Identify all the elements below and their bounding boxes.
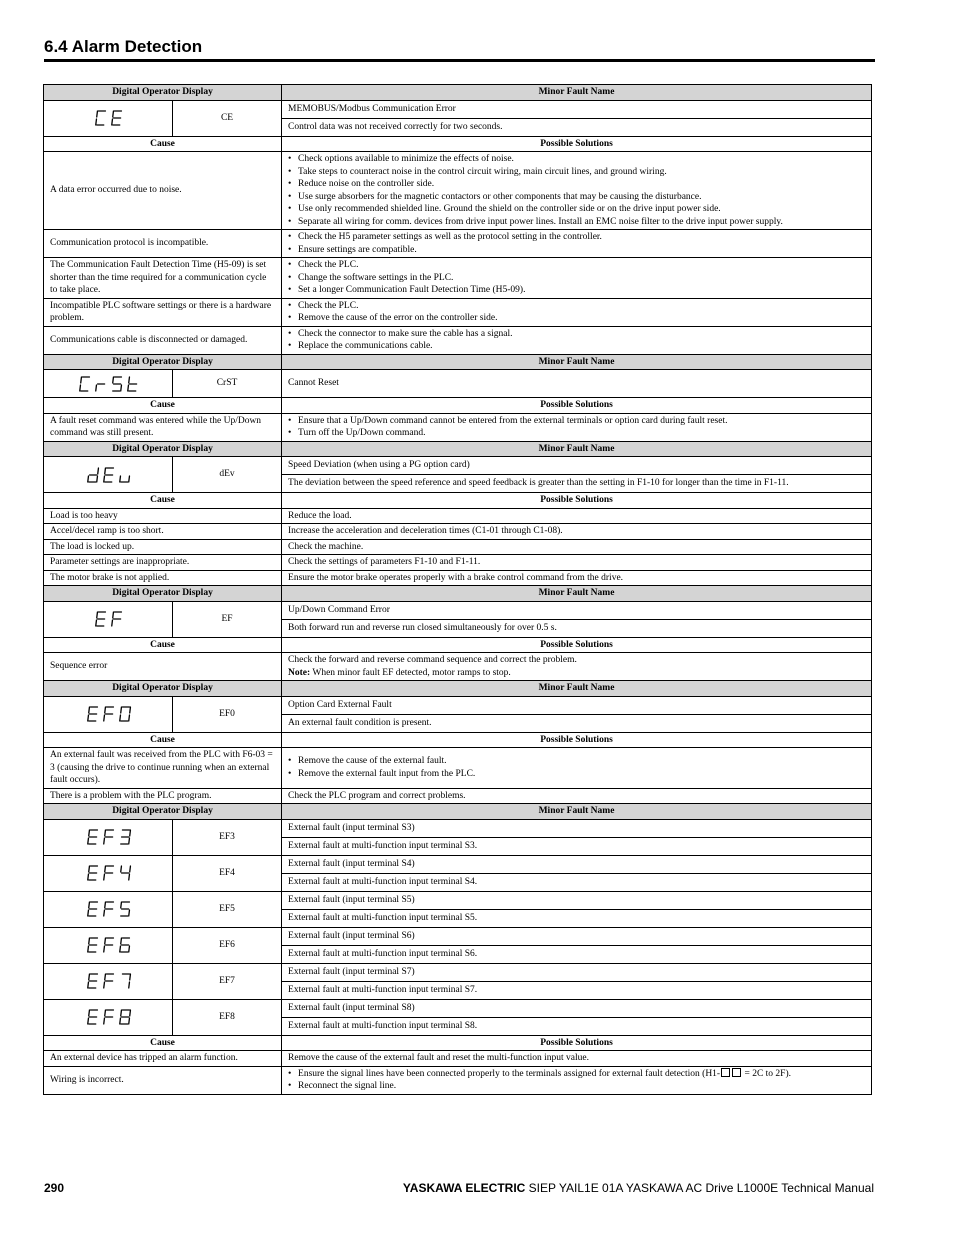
display-header: Digital Operator Display (44, 85, 282, 101)
fault-description: External fault at multi-function input terminal S5. (282, 909, 872, 927)
solutions-header: Possible Solutions (282, 398, 872, 414)
segment-stroke (89, 902, 90, 908)
segment-stroke (88, 715, 89, 721)
solution-item: • Change the software settings in the PLC. (288, 272, 865, 285)
display-header: Digital Operator Display (44, 586, 282, 602)
segment-stroke (105, 830, 106, 836)
solutions-list (288, 231, 865, 256)
seg-ef7 (53, 971, 163, 991)
segment-stroke (81, 377, 82, 383)
footer-doc (403, 1181, 874, 1195)
segment-stroke (104, 838, 105, 844)
solution-cell: Ensure the motor brake operates properly with a brake control command from the drive. (282, 570, 872, 586)
segment-stroke (98, 468, 99, 474)
segment-stroke (129, 874, 130, 880)
solutions-cell (282, 413, 872, 441)
segment-stroke (88, 982, 89, 988)
segment-stroke (129, 982, 130, 988)
cause-cell: Communication protocol is incompatible. (44, 230, 282, 258)
fault-description: External fault at multi-function input terminal S3. (282, 837, 872, 855)
segment-stroke (96, 119, 97, 125)
cause-header: Cause (44, 493, 282, 509)
solution-cell: Check the settings of parameters F1-10 and F1-11. (282, 555, 872, 571)
fault-name-header: Minor Fault Name (282, 354, 872, 370)
fault-code: EF4 (173, 855, 282, 891)
fault-code: EF0 (173, 696, 282, 732)
solution-item: • Remove the external fault input from the PLC. (288, 768, 865, 781)
seg-ef3 (53, 827, 163, 847)
section-title: 6.4 Alarm Detection (44, 37, 203, 56)
fault-code: dEv (173, 457, 282, 493)
fault-code: CrST (173, 370, 282, 398)
seg-ef5 (53, 899, 163, 919)
solution-cell: Check the PLC program and correct problems. (282, 788, 872, 804)
segment-stroke (88, 946, 89, 952)
fault-name: MEMOBUS/Modbus Communication Error (282, 100, 872, 118)
segment-stroke (129, 1018, 130, 1024)
solutions-cell (282, 152, 872, 230)
fault-name: External fault (input terminal S7) (282, 963, 872, 981)
display-header: Digital Operator Display (44, 354, 282, 370)
segment-display (44, 855, 173, 891)
solution-item: • Check the connector to make sure the cable has a signal. (288, 328, 865, 341)
segment-stroke (113, 377, 114, 383)
seg-ce (53, 108, 163, 128)
segment-stroke (120, 476, 121, 482)
segment-stroke (130, 830, 131, 836)
segment-stroke (88, 838, 89, 844)
fault-name: Cannot Reset (282, 370, 872, 398)
segment-stroke (104, 910, 105, 916)
solutions-cell (282, 326, 872, 354)
fault-name: External fault (input terminal S4) (282, 855, 872, 873)
solutions-list (288, 1068, 865, 1093)
solutions-header: Possible Solutions (282, 136, 872, 152)
solution-text: Check the forward and reverse command sequence and correct the problem. (288, 655, 577, 665)
segment-stroke (88, 1018, 89, 1024)
segment-stroke (89, 1010, 90, 1016)
segment-stroke (88, 476, 89, 482)
segment-stroke (121, 938, 122, 944)
fault-name: External fault (input terminal S8) (282, 999, 872, 1017)
solution-cell: Remove the cause of the external fault and reset the multi-function input value. (282, 1051, 872, 1067)
solution-item: • Use surge absorbers for the magnetic contactors or other components that may be causing the disturbance. (288, 191, 865, 204)
seg-dev (53, 465, 163, 485)
segment-stroke (105, 1010, 106, 1016)
cause-cell: Sequence error (44, 653, 282, 681)
solution-item: • Check options available to minimize the effects of noise. (288, 153, 865, 166)
segment-stroke (104, 874, 105, 880)
solution-item: • Remove the cause of the external fault. (288, 755, 865, 768)
fault-description: The deviation between the speed reference and speed feedback is greater than the setting in F1-10 for longer than the time in F1-11. (282, 475, 872, 493)
solution-item: • Remove the cause of the error on the controller side. (288, 312, 865, 325)
fault-name-header: Minor Fault Name (282, 586, 872, 602)
segment-stroke (105, 707, 106, 713)
solution-item: • Turn off the Up/Down command. (288, 427, 865, 440)
segment-stroke (112, 119, 113, 125)
cause-cell: A fault reset command was entered while the Up/Down command was still present. (44, 413, 282, 441)
note-text: When minor fault EF detected, motor ramps to stop. (310, 667, 511, 678)
segment-stroke (113, 111, 114, 117)
segment-stroke (104, 1018, 105, 1024)
segment-stroke (96, 620, 97, 626)
segment-stroke (89, 830, 90, 836)
segment-display (44, 891, 173, 927)
segment-stroke (104, 476, 105, 482)
solution-item: • Separate all wiring for comm. devices from drive input power lines. Install an EMC noise filter to the drive input power supply. (288, 216, 865, 229)
cause-cell: There is a problem with the PLC program. (44, 788, 282, 804)
fault-name: External fault (input terminal S5) (282, 891, 872, 909)
segment-stroke (120, 1018, 121, 1024)
segment-stroke (105, 938, 106, 944)
cause-cell: Incompatible PLC software settings or there is a hardware problem. (44, 298, 282, 326)
segment-stroke (105, 468, 106, 474)
segment-stroke (104, 715, 105, 721)
segment-display (44, 601, 173, 637)
segment-stroke (129, 910, 130, 916)
fault-description: External fault at multi-function input terminal S8. (282, 1017, 872, 1035)
fault-code: EF6 (173, 927, 282, 963)
solutions-list (288, 755, 865, 780)
alarm-table (43, 84, 872, 1095)
segment-stroke (113, 612, 114, 618)
segment-stroke (80, 385, 81, 391)
solutions-list (288, 300, 865, 325)
cause-cell: Parameter settings are inappropriate. (44, 555, 282, 571)
fault-name: External fault (input terminal S3) (282, 819, 872, 837)
segment-display (44, 963, 173, 999)
cause-cell: An external device has tripped an alarm function. (44, 1051, 282, 1067)
fault-description: External fault at multi-function input terminal S6. (282, 945, 872, 963)
segment-stroke (96, 385, 97, 391)
display-header: Digital Operator Display (44, 804, 282, 820)
segment-stroke (121, 385, 122, 391)
segment-display (44, 370, 173, 398)
solutions-list (288, 415, 865, 440)
fault-name: Speed Deviation (when using a PG option card) (282, 457, 872, 475)
fault-name: Up/Down Command Error (282, 601, 872, 619)
display-header: Digital Operator Display (44, 441, 282, 457)
solutions-header: Possible Solutions (282, 1035, 872, 1051)
solutions-list (288, 259, 865, 297)
cause-header: Cause (44, 1035, 282, 1051)
segment-stroke (121, 902, 122, 908)
segment-stroke (97, 476, 98, 482)
segment-stroke (89, 866, 90, 872)
fault-code: EF (173, 601, 282, 637)
segment-stroke (130, 1010, 131, 1016)
solution-item: • Set a longer Communication Fault Detection Time (H5-09). (288, 284, 865, 297)
solutions-cell (282, 230, 872, 258)
cause-cell: Communications cable is disconnected or damaged. (44, 326, 282, 354)
solutions-header: Possible Solutions (282, 493, 872, 509)
footer-doc-title: SIEP YAIL1E 01A YASKAWA AC Drive L1000E Technical Manual (525, 1181, 874, 1195)
segment-stroke (130, 974, 131, 980)
fault-code: EF7 (173, 963, 282, 999)
cause-cell: The Communication Fault Detection Time (H5-09) is set shorter than the time required for a communication cycle to take place. (44, 258, 282, 299)
note (288, 667, 865, 680)
fault-description: Control data was not received correctly for two seconds. (282, 118, 872, 136)
solutions-cell (282, 298, 872, 326)
seg-ef0 (53, 704, 163, 724)
segment-stroke (129, 377, 130, 383)
solution-item: • Check the PLC. (288, 259, 865, 272)
fault-name-header: Minor Fault Name (282, 804, 872, 820)
segment-stroke (97, 612, 98, 618)
cause-cell: An external fault was received from the PLC with F6-03 = 3 (causing the drive to continue running when an external fault occurs). (44, 748, 282, 789)
segment-stroke (129, 715, 130, 721)
fault-description: External fault at multi-function input terminal S7. (282, 981, 872, 999)
segment-stroke (104, 982, 105, 988)
segment-stroke (104, 946, 105, 952)
segment-stroke (129, 476, 130, 482)
fault-name-header: Minor Fault Name (282, 85, 872, 101)
segment-stroke (112, 620, 113, 626)
seg-ef6 (53, 935, 163, 955)
fault-description: Both forward run and reverse run closed simultaneously for over 0.5 s. (282, 619, 872, 637)
solution-item: • Use only recommended shielded line. Ground the shield on the controller side or on the drive input power side. (288, 203, 865, 216)
solutions-header: Possible Solutions (282, 637, 872, 653)
page-number: 290 (44, 1181, 65, 1195)
segment-stroke (130, 866, 131, 872)
cause-cell: Accel/decel ramp is too short. (44, 524, 282, 540)
solutions-list (288, 153, 865, 228)
segment-display (44, 100, 173, 136)
seg-ef4 (53, 863, 163, 883)
cause-cell: A data error occurred due to noise. (44, 152, 282, 230)
fault-code: EF8 (173, 999, 282, 1035)
solution-cell (282, 653, 872, 681)
solution-item: • Reconnect the signal line. (288, 1080, 865, 1093)
segment-stroke (129, 838, 130, 844)
cause-header: Cause (44, 398, 282, 414)
cause-header: Cause (44, 732, 282, 748)
segment-display (44, 696, 173, 732)
solution-item (288, 1068, 865, 1081)
segment-display (44, 819, 173, 855)
segment-stroke (105, 866, 106, 872)
fault-name-header: Minor Fault Name (282, 441, 872, 457)
segment-stroke (89, 974, 90, 980)
segment-stroke (105, 902, 106, 908)
cause-cell: Load is too heavy (44, 508, 282, 524)
solution-cell: Increase the acceleration and deceleration times (C1-01 through C1-08). (282, 524, 872, 540)
segment-stroke (89, 938, 90, 944)
segment-display (44, 999, 173, 1035)
segment-stroke (130, 707, 131, 713)
solution-item: • Check the PLC. (288, 300, 865, 313)
solutions-header: Possible Solutions (282, 732, 872, 748)
segment-stroke (89, 707, 90, 713)
solution-cell: Reduce the load. (282, 508, 872, 524)
segment-stroke (120, 715, 121, 721)
cause-header: Cause (44, 637, 282, 653)
segment-stroke (105, 974, 106, 980)
segment-stroke (120, 946, 121, 952)
fault-code: EF3 (173, 819, 282, 855)
seg-crst (53, 374, 163, 394)
solution-item: • Reduce noise on the controller side. (288, 178, 865, 191)
solutions-cell (282, 258, 872, 299)
segment-stroke (97, 111, 98, 117)
solutions-cell (282, 748, 872, 789)
fault-code: EF5 (173, 891, 282, 927)
fault-code: CE (173, 100, 282, 136)
solutions-list (288, 328, 865, 353)
solution-text: Ensure the signal lines have been connected properly to the terminals assigned for external fault detection (H1- (298, 1068, 721, 1079)
footer-brand: YASKAWA ELECTRIC (402, 1181, 526, 1195)
segment-stroke (88, 910, 89, 916)
segment-stroke (121, 1010, 122, 1016)
seg-ef (53, 609, 163, 629)
title-rule (44, 59, 875, 62)
solution-item: • Check the H5 parameter settings as well as the protocol setting in the controller. (288, 231, 865, 244)
note-label: Note: (288, 667, 311, 678)
solution-text: = 2C to 2F). (742, 1068, 791, 1079)
segment-display (44, 457, 173, 493)
fault-name-header: Minor Fault Name (282, 681, 872, 697)
placeholder-box-icon (721, 1068, 730, 1077)
segment-stroke (129, 946, 130, 952)
placeholder-box-icon (732, 1068, 741, 1077)
solution-item: • Replace the communications cable. (288, 340, 865, 353)
seg-ef8 (53, 1007, 163, 1027)
display-header: Digital Operator Display (44, 681, 282, 697)
cause-header: Cause (44, 136, 282, 152)
solution-item: • Ensure that a Up/Down command cannot be entered from the external terminals or option card during fault reset. (288, 415, 865, 428)
fault-description: An external fault condition is present. (282, 714, 872, 732)
cause-cell: Wiring is incorrect. (44, 1066, 282, 1094)
solution-item: • Take steps to counteract noise in the control circuit wiring, main circuit lines, and ground wiring. (288, 166, 865, 179)
cause-cell: The load is locked up. (44, 539, 282, 555)
solution-cell: Check the machine. (282, 539, 872, 555)
fault-name: Option Card External Fault (282, 696, 872, 714)
fault-name: External fault (input terminal S6) (282, 927, 872, 945)
segment-stroke (121, 866, 122, 872)
cause-cell: The motor brake is not applied. (44, 570, 282, 586)
segment-stroke (88, 874, 89, 880)
segment-display (44, 927, 173, 963)
segment-stroke (128, 385, 129, 391)
segment-stroke (121, 707, 122, 713)
solutions-cell (282, 1066, 872, 1094)
solution-item: • Ensure settings are compatible. (288, 244, 865, 257)
fault-description: External fault at multi-function input terminal S4. (282, 873, 872, 891)
